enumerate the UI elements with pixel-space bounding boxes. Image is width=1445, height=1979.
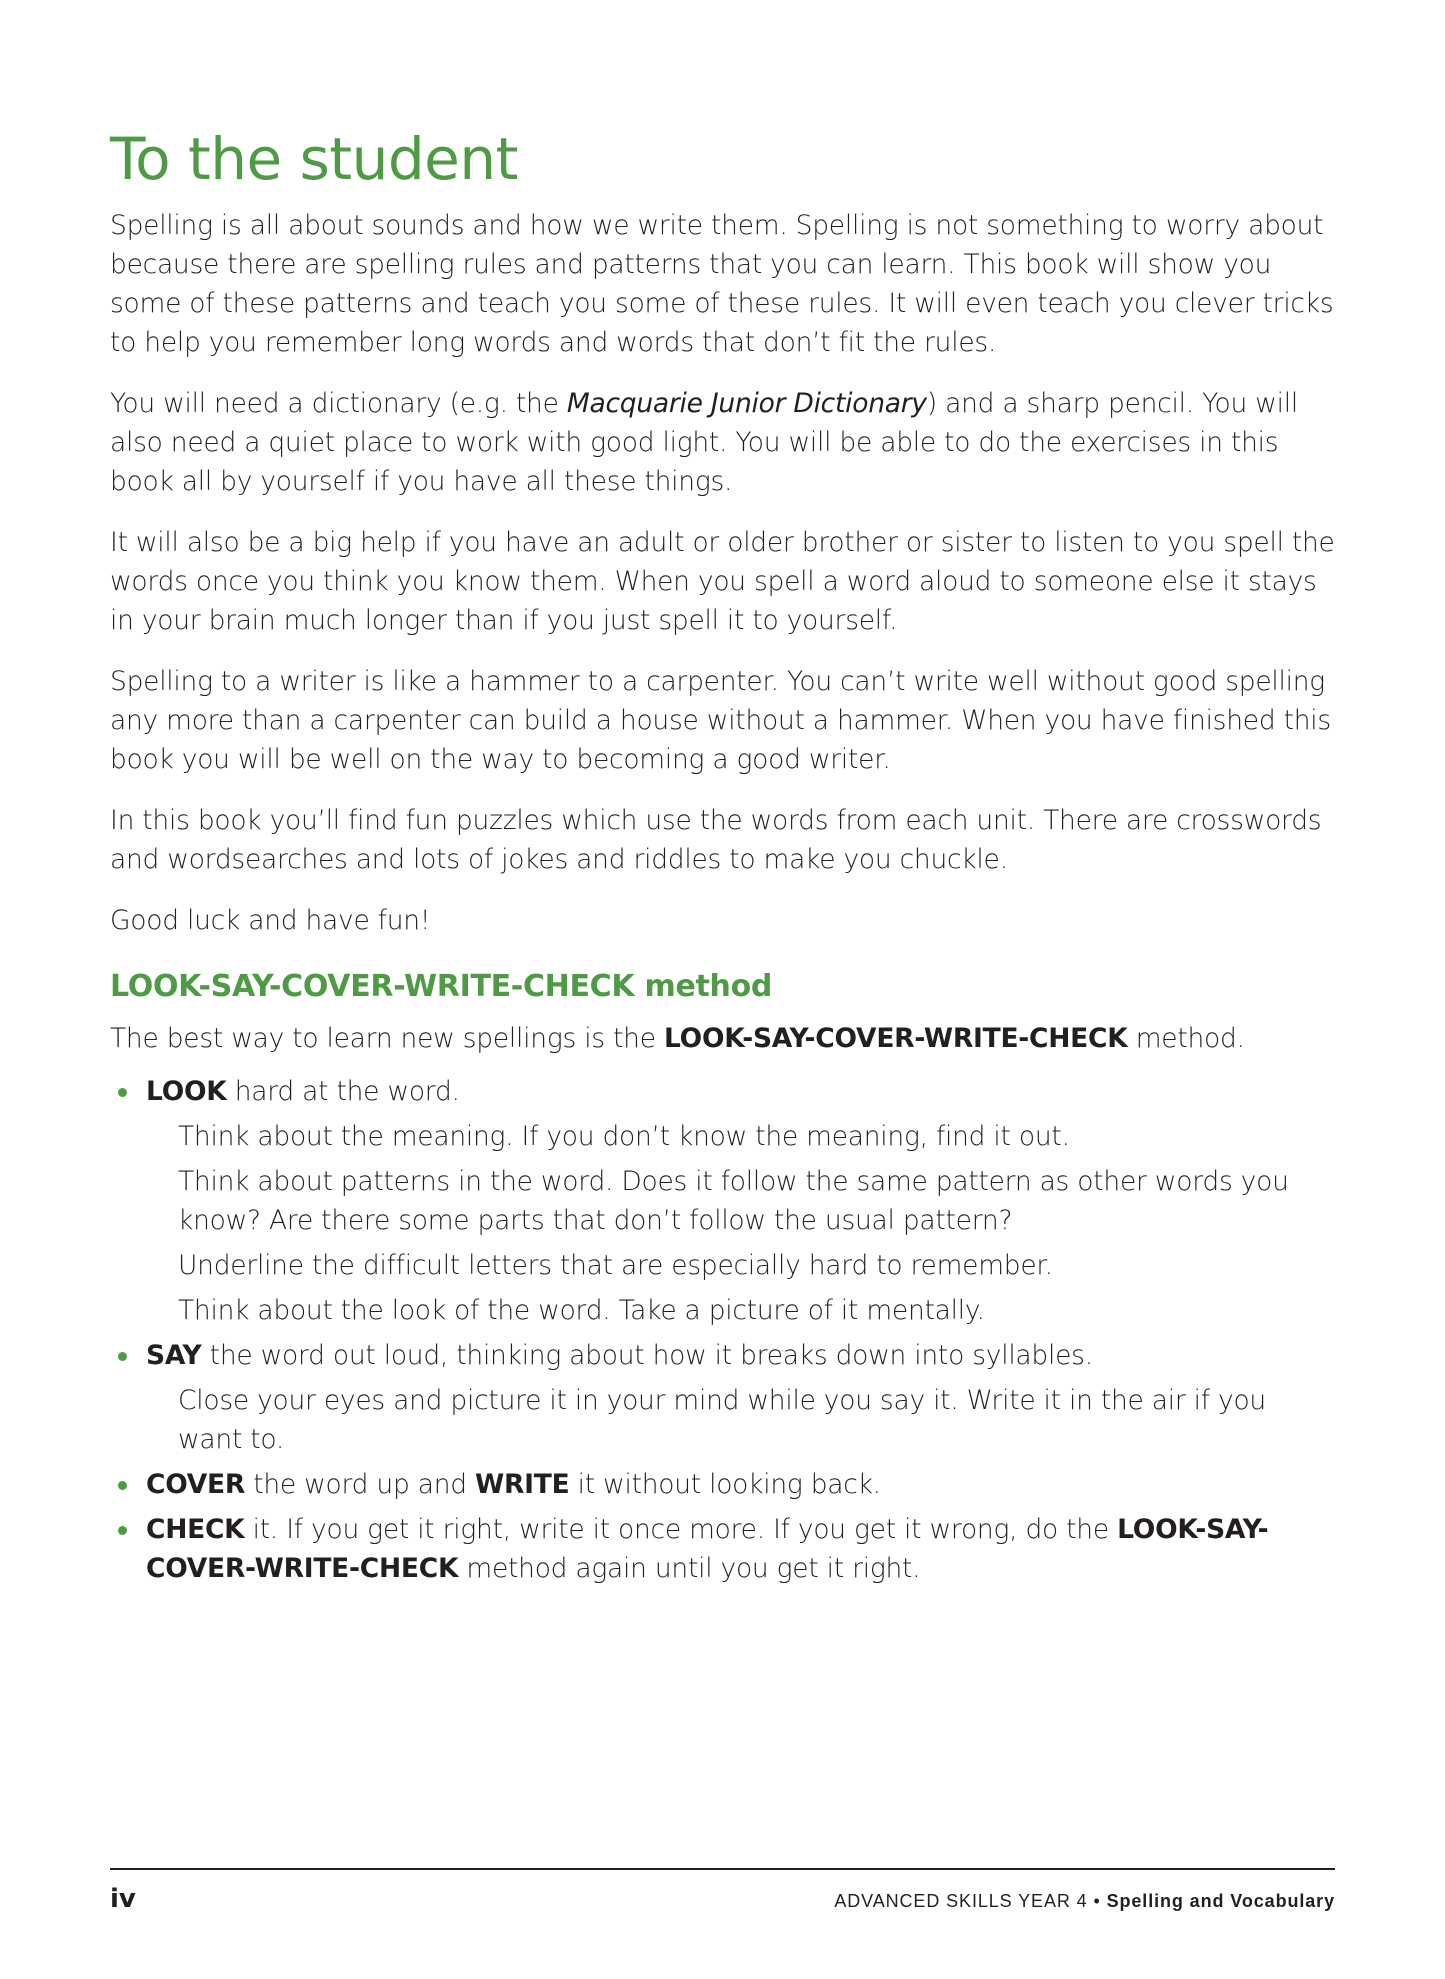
list-item xyxy=(110,1336,1335,1459)
footer-row xyxy=(110,1884,1335,1914)
list-item xyxy=(110,1510,1335,1588)
step-check-bold-mid: LOOK-SAY-COVER-WRITE-CHECK xyxy=(146,1514,1269,1584)
page-footer xyxy=(110,1868,1335,1914)
page-number: iv xyxy=(110,1884,136,1914)
step-check-lead: CHECK xyxy=(146,1514,245,1545)
step-check-row xyxy=(110,1510,1335,1588)
dictionary-title-italic: Macquarie Junior Dictionary xyxy=(566,388,927,419)
list-item xyxy=(110,1072,1335,1330)
step-say-lead: SAY xyxy=(146,1340,202,1371)
step-cover-bold-mid: WRITE xyxy=(475,1469,570,1500)
step-cover-row xyxy=(110,1465,1335,1504)
footer-series-text: ADVANCED SKILLS YEAR 4 • xyxy=(834,1891,1107,1911)
bullet-dot-icon xyxy=(118,1088,127,1097)
step-look-subline-1: Think about the meaning. If you don’t know the meaning, find it out. xyxy=(178,1121,1070,1152)
intro-paragraph-5: Good luck and have fun! xyxy=(110,905,431,936)
step-look-subline-2: Think about patterns in the word. Does it follow the same pattern as other words you know? Are there some parts that don’t follow the usual pattern? xyxy=(178,1166,1289,1236)
step-say-text: the word out loud, thinking about how it breaks down into syllables. xyxy=(201,1340,1093,1371)
step-check-text-end: method again until you get it right. xyxy=(458,1553,921,1584)
method-intro-before: The best way to learn new spellings is the xyxy=(110,1023,664,1054)
bullet-dot-icon xyxy=(118,1526,127,1535)
step-look-text: hard at the word. xyxy=(226,1076,460,1107)
step-cover-lead: COVER xyxy=(146,1469,246,1500)
dictionary-paragraph xyxy=(110,384,1335,501)
intro-paragraph-2: It will also be a big help if you have an adult or older brother or sister to listen to you spell the words once you think you know them. When you spell a word aloud to someone else it stays in your brain much longer than if you just spell it to yourself. xyxy=(110,527,1335,636)
step-say-subline-1: Close your eyes and picture it in your mind while you say it. Write it in the air if you want to. xyxy=(178,1385,1266,1455)
footer-title-bold: Spelling and Vocabulary xyxy=(1106,1891,1335,1911)
dictionary-paragraph-after: ) and a sharp pencil. You will also need a quiet place to work with good light. You will be able to do the exercises in this book all by yourself if you have all these things. xyxy=(110,388,1298,497)
dictionary-paragraph-before: You will need a dictionary (e.g. the xyxy=(110,388,567,419)
method-steps-list xyxy=(110,1072,1335,1588)
intro-paragraph-1: Spelling is all about sounds and how we write them. Spelling is not something to worry about because there are spelling rules and patterns that you can learn. This book will show you some of these patterns and teach you some of these rules. It will even teach you clever tricks to help you remember long words and words that don’t fit the rules. xyxy=(110,210,1334,358)
footer-divider xyxy=(110,1868,1335,1870)
page-title: To the student xyxy=(110,125,518,193)
step-cover-text-end: it without looking back. xyxy=(569,1469,881,1500)
footer-book-title xyxy=(834,1891,1335,1912)
method-intro-after: method. xyxy=(1127,1023,1245,1054)
step-look-row xyxy=(110,1072,1335,1111)
method-intro-bold: LOOK-SAY-COVER-WRITE-CHECK xyxy=(663,1023,1128,1054)
intro-paragraph-3: Spelling to a writer is like a hammer to a carpenter. You can’t write well without good spelling any more than a carpenter can build a house without a hammer. When you have finished this book you will be well on the way to becoming a good writer. xyxy=(110,666,1331,775)
bullet-dot-icon xyxy=(118,1352,127,1361)
method-section-heading: LOOK-SAY-COVER-WRITE-CHECK method xyxy=(110,969,773,1004)
bullet-dot-icon xyxy=(118,1481,127,1490)
list-item xyxy=(110,1465,1335,1504)
step-cover-text-mid: the word up and xyxy=(245,1469,475,1500)
step-look-lead: LOOK xyxy=(146,1076,227,1107)
step-check-text-mid: it. If you get it right, write it once more. If you get it wrong, do the xyxy=(244,1514,1118,1545)
step-look-subline-4: Think about the look of the word. Take a picture of it mentally. xyxy=(178,1295,985,1326)
page-content xyxy=(110,125,1335,1594)
step-say-row xyxy=(110,1336,1335,1375)
step-look-subline-3: Underline the difficult letters that are especially hard to remember. xyxy=(178,1250,1053,1281)
intro-paragraph-4: In this book you’ll find fun puzzles which use the words from each unit. There are crosswords and wordsearches and lots of jokes and riddles to make you chuckle. xyxy=(110,805,1322,875)
method-intro-line xyxy=(110,1019,1335,1058)
